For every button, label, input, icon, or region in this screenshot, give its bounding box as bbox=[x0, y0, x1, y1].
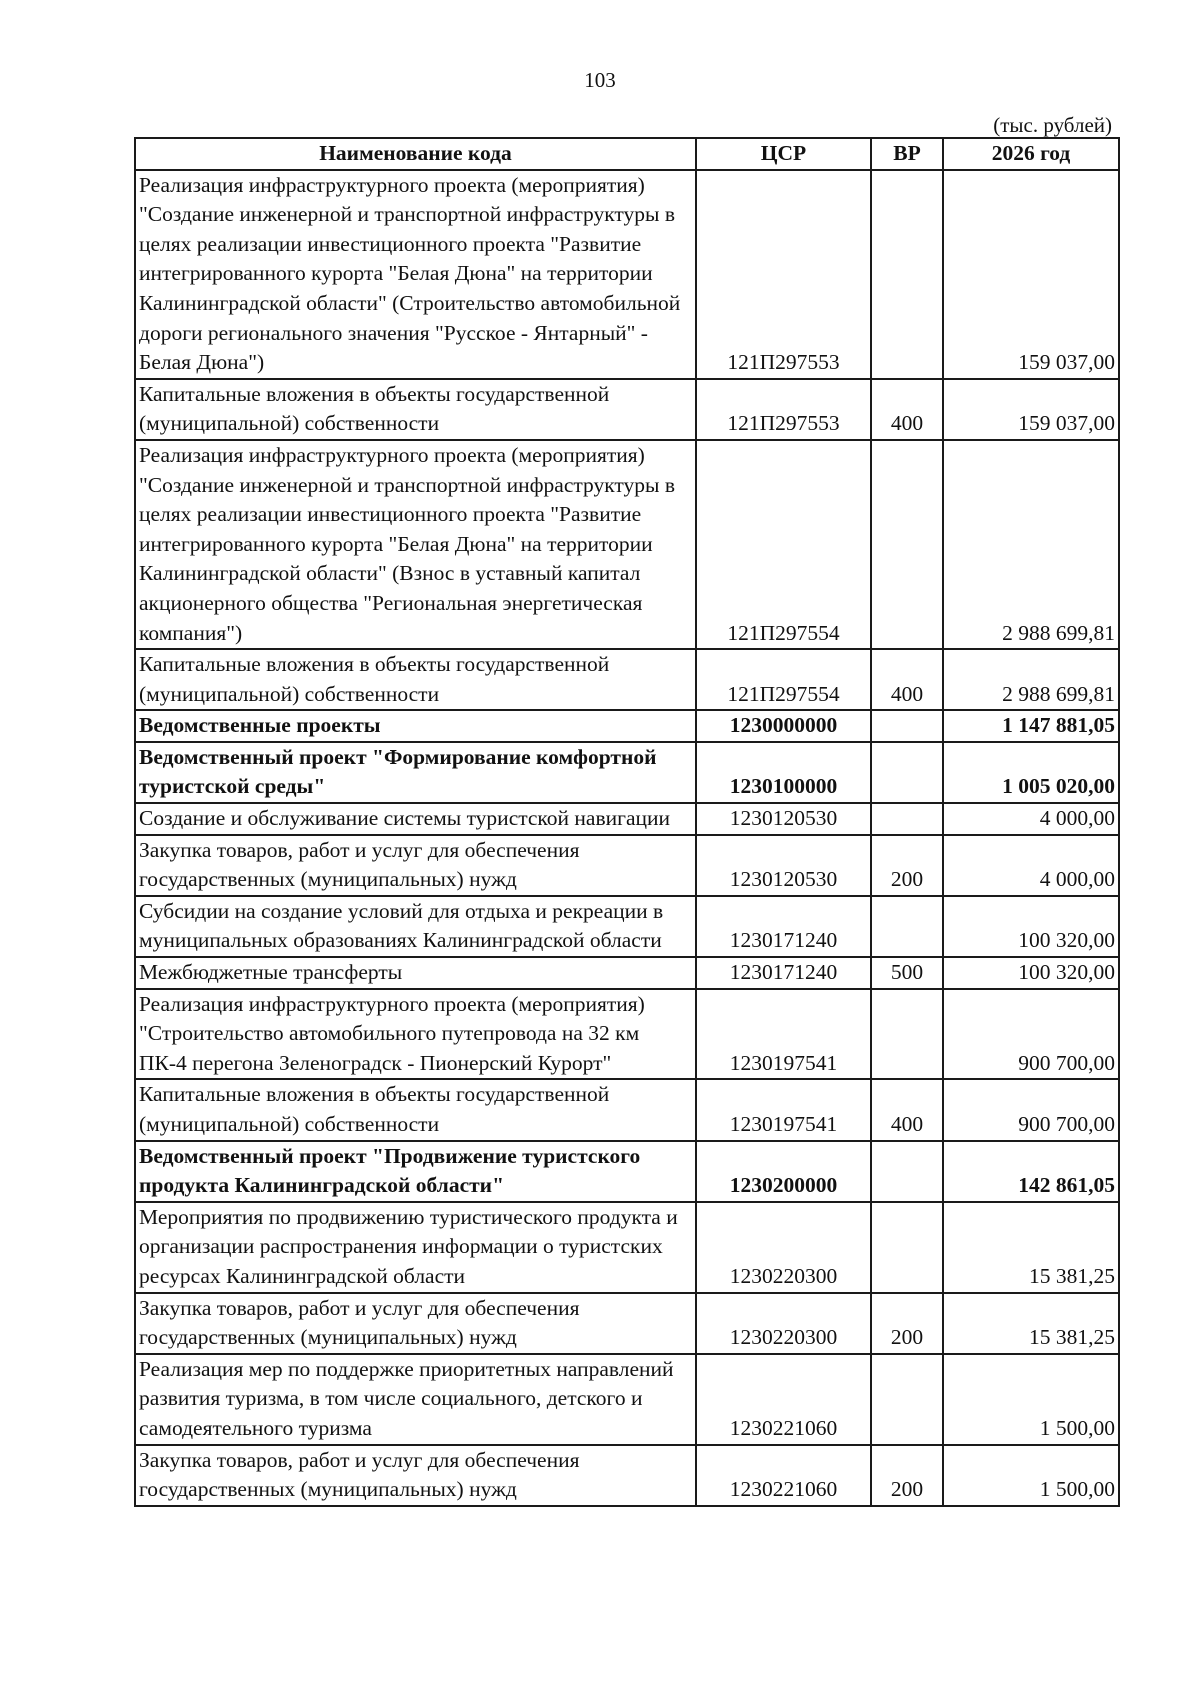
header-year: 2026 год bbox=[943, 138, 1119, 170]
row-vr-cell: 200 bbox=[871, 1445, 943, 1506]
row-vr-cell bbox=[871, 170, 943, 379]
row-csr-cell: 121П297553 bbox=[696, 379, 871, 440]
row-name-cell: Закупка товаров, работ и услуг для обеспечения государственных (муниципальных) нужд bbox=[135, 1293, 696, 1354]
row-vr-cell bbox=[871, 896, 943, 957]
table-row bbox=[135, 649, 1119, 710]
row-csr-cell: 121П297553 bbox=[696, 170, 871, 379]
row-sum-cell: 100 320,00 bbox=[943, 957, 1119, 989]
row-csr-cell: 1230220300 bbox=[696, 1202, 871, 1293]
row-name-cell: Реализация инфраструктурного проекта (мероприятия) "Строительство автомобильного путепровода на 32 км ПК-4 перегона Зеленоградск - Пионерский Курорт" bbox=[135, 989, 696, 1080]
row-vr-cell bbox=[871, 742, 943, 803]
table-row bbox=[135, 379, 1119, 440]
row-name-cell: Капитальные вложения в объекты государственной (муниципальной) собственности bbox=[135, 649, 696, 710]
row-vr-cell: 400 bbox=[871, 649, 943, 710]
table-row bbox=[135, 440, 1119, 649]
row-name-cell: Субсидии на создание условий для отдыха и рекреации в муниципальных образованиях Калининградской области bbox=[135, 896, 696, 957]
row-sum-cell: 1 500,00 bbox=[943, 1354, 1119, 1445]
row-csr-cell: 1230197541 bbox=[696, 989, 871, 1080]
row-vr-cell: 200 bbox=[871, 1293, 943, 1354]
row-csr-cell: 1230171240 bbox=[696, 896, 871, 957]
row-csr-cell: 121П297554 bbox=[696, 649, 871, 710]
row-name-cell: Реализация мер по поддержке приоритетных направлений развития туризма, в том числе социального, детского и самодеятельного туризма bbox=[135, 1354, 696, 1445]
row-name-cell: Капитальные вложения в объекты государственной (муниципальной) собственности bbox=[135, 379, 696, 440]
table-row bbox=[135, 742, 1119, 803]
row-csr-cell: 1230221060 bbox=[696, 1354, 871, 1445]
row-name-cell: Реализация инфраструктурного проекта (мероприятия) "Создание инженерной и транспортной инфраструктуры в целях реализации инвестиционного проекта "Развитие интегрированного курорта "Белая Дюна" на территории Калининградской области" (Строительство автомобильной дороги регионального значения "Русское - Янтарный" - Белая Дюна") bbox=[135, 170, 696, 379]
table-row bbox=[135, 835, 1119, 896]
row-csr-cell: 1230120530 bbox=[696, 803, 871, 835]
row-name-cell: Мероприятия по продвижению туристического продукта и организации распространения информации о туристских ресурсах Калининградской области bbox=[135, 1202, 696, 1293]
row-sum-cell: 1 147 881,05 bbox=[943, 710, 1119, 742]
row-sum-cell: 15 381,25 bbox=[943, 1202, 1119, 1293]
row-name-cell: Создание и обслуживание системы туристской навигации bbox=[135, 803, 696, 835]
row-name-cell: Межбюджетные трансферты bbox=[135, 957, 696, 989]
row-sum-cell: 100 320,00 bbox=[943, 896, 1119, 957]
row-name-cell: Ведомственные проекты bbox=[135, 710, 696, 742]
row-name-cell: Ведомственный проект "Продвижение туристского продукта Калининградской области" bbox=[135, 1141, 696, 1202]
row-vr-cell: 500 bbox=[871, 957, 943, 989]
row-vr-cell bbox=[871, 1202, 943, 1293]
table-row bbox=[135, 710, 1119, 742]
row-csr-cell: 1230220300 bbox=[696, 1293, 871, 1354]
table-row bbox=[135, 1141, 1119, 1202]
row-csr-cell: 1230200000 bbox=[696, 1141, 871, 1202]
header-vr: ВР bbox=[871, 138, 943, 170]
header-name: Наименование кода bbox=[135, 138, 696, 170]
table-row bbox=[135, 1293, 1119, 1354]
row-name-cell: Капитальные вложения в объекты государственной (муниципальной) собственности bbox=[135, 1079, 696, 1140]
row-vr-cell: 400 bbox=[871, 1079, 943, 1140]
row-sum-cell: 1 005 020,00 bbox=[943, 742, 1119, 803]
row-csr-cell: 121П297554 bbox=[696, 440, 871, 649]
table-row bbox=[135, 803, 1119, 835]
header-csr: ЦСР bbox=[696, 138, 871, 170]
table-row bbox=[135, 170, 1119, 379]
table-row bbox=[135, 989, 1119, 1080]
row-sum-cell: 142 861,05 bbox=[943, 1141, 1119, 1202]
table-row bbox=[135, 1445, 1119, 1506]
row-csr-cell: 1230120530 bbox=[696, 835, 871, 896]
table-row bbox=[135, 896, 1119, 957]
table-row bbox=[135, 1079, 1119, 1140]
row-sum-cell: 4 000,00 bbox=[943, 835, 1119, 896]
row-name-cell: Реализация инфраструктурного проекта (мероприятия) "Создание инженерной и транспортной инфраструктуры в целях реализации инвестиционного проекта "Развитие интегрированного курорта "Белая Дюна" на территории Калининградской области" (Взнос в уставный капитал акционерного общества "Региональная энергетическая компания") bbox=[135, 440, 696, 649]
table-row bbox=[135, 957, 1119, 989]
row-vr-cell bbox=[871, 803, 943, 835]
row-vr-cell bbox=[871, 989, 943, 1080]
row-sum-cell: 2 988 699,81 bbox=[943, 649, 1119, 710]
row-vr-cell: 400 bbox=[871, 379, 943, 440]
table-header-row bbox=[135, 138, 1119, 170]
row-sum-cell: 2 988 699,81 bbox=[943, 440, 1119, 649]
table-row bbox=[135, 1354, 1119, 1445]
row-sum-cell: 900 700,00 bbox=[943, 1079, 1119, 1140]
row-vr-cell: 200 bbox=[871, 835, 943, 896]
row-vr-cell bbox=[871, 1354, 943, 1445]
page-number: 103 bbox=[584, 68, 616, 92]
row-sum-cell: 4 000,00 bbox=[943, 803, 1119, 835]
budget-table bbox=[134, 137, 1120, 1507]
row-csr-cell: 1230000000 bbox=[696, 710, 871, 742]
row-vr-cell bbox=[871, 1141, 943, 1202]
row-csr-cell: 1230171240 bbox=[696, 957, 871, 989]
table-row bbox=[135, 1202, 1119, 1293]
table-body bbox=[135, 170, 1119, 1506]
row-sum-cell: 159 037,00 bbox=[943, 170, 1119, 379]
row-name-cell: Ведомственный проект "Формирование комфортной туристской среды" bbox=[135, 742, 696, 803]
units-label: (тыс. рублей) bbox=[993, 113, 1112, 137]
row-csr-cell: 1230221060 bbox=[696, 1445, 871, 1506]
row-csr-cell: 1230197541 bbox=[696, 1079, 871, 1140]
row-name-cell: Закупка товаров, работ и услуг для обеспечения государственных (муниципальных) нужд bbox=[135, 835, 696, 896]
row-vr-cell bbox=[871, 710, 943, 742]
row-sum-cell: 900 700,00 bbox=[943, 989, 1119, 1080]
row-name-cell: Закупка товаров, работ и услуг для обеспечения государственных (муниципальных) нужд bbox=[135, 1445, 696, 1506]
row-sum-cell: 15 381,25 bbox=[943, 1293, 1119, 1354]
row-vr-cell bbox=[871, 440, 943, 649]
row-sum-cell: 159 037,00 bbox=[943, 379, 1119, 440]
row-csr-cell: 1230100000 bbox=[696, 742, 871, 803]
row-sum-cell: 1 500,00 bbox=[943, 1445, 1119, 1506]
